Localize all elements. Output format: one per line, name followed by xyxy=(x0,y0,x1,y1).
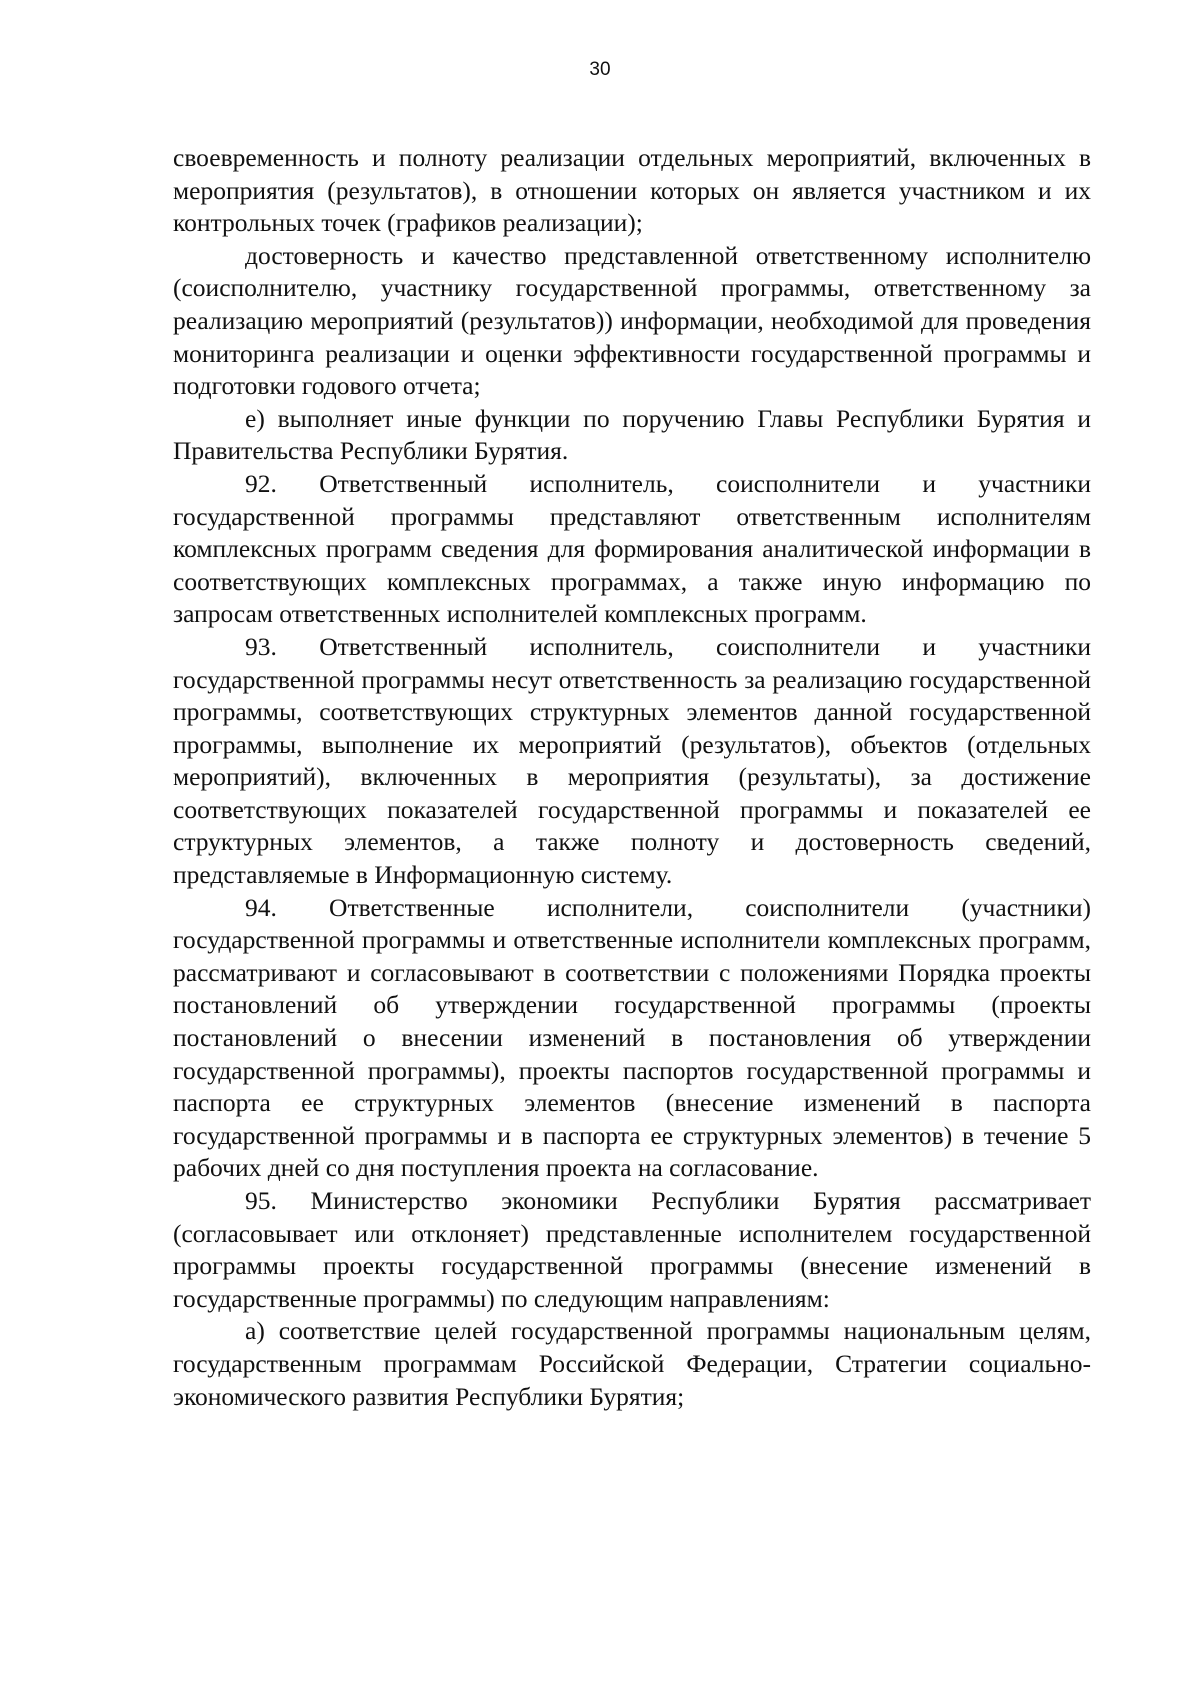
paragraph-92: 92. Ответственный исполнитель, соисполнители и участники государственной программы представляют ответственным исполнителям комплексных программ сведения для формирования аналитической информации в соответствующих комплексных программах, а также иную информацию по запросам ответственных исполнителей комплексных программ. xyxy=(173,468,1091,629)
paragraph-94: 94. Ответственные исполнители, соисполнители (участники) государственной программы и ответственные исполнители комплексных программ, рассматривают и согласовывают в соответствии с положениями Порядка проекты постановлений об утверждении государственной программы (проекты постановлений о внесении изменений в постановления об утверждении государственной программы), проекты паспортов государственной программы и паспорта ее структурных элементов (внесение изменений в паспорта государственной программы и в паспорта ее структурных элементов) в течение 5 рабочих дней со дня поступления проекта на согласование. xyxy=(173,892,1091,1183)
paragraph-93: 93. Ответственный исполнитель, соисполнители и участники государственной программы несут ответственность за реализацию государственной программы, соответствующих структурных элементов данной государственной программы, выполнение их мероприятий (результатов), объектов (отдельных мероприятий), включенных в мероприятия (результаты), за достижение соответствующих показателей государственной программы и показателей ее структурных элементов, а также полноту и достоверность сведений, представляемые в Информационную систему. xyxy=(173,631,1091,890)
paragraph-95: 95. Министерство экономики Республики Бурятия рассматривает (согласовывает или отклоняет) представленные исполнителем государственной программы проекты государственной программы (внесение изменений в государственные программы) по следующим направлениям: xyxy=(173,1186,1091,1313)
paragraph-item-a: а) соответствие целей государственной программы национальным целям, государственным программам Российской Федерации, Стратегии социально-экономического развития Республики Бурятия; xyxy=(173,1316,1091,1411)
paragraph-reliability: достоверность и качество представленной ответственному исполнителю (соисполнителю, участнику государственной программы, ответственному за реализацию мероприятий (результатов)) информации, необходимой для проведения мониторинга реализации и оценки эффективности государственной программы и подготовки годового отчета; xyxy=(173,240,1091,401)
document-body xyxy=(173,142,1091,1413)
paragraph-item-e: е) выполняет иные функции по поручению Главы Республики Бурятия и Правительства Республики Бурятия. xyxy=(173,403,1091,466)
page-number: 30 xyxy=(589,59,611,80)
paragraph-continuation: своевременность и полноту реализации отдельных мероприятий, включенных в мероприятия (результатов), в отношении которых он является участником и их контрольных точек (графиков реализации); xyxy=(173,143,1091,238)
